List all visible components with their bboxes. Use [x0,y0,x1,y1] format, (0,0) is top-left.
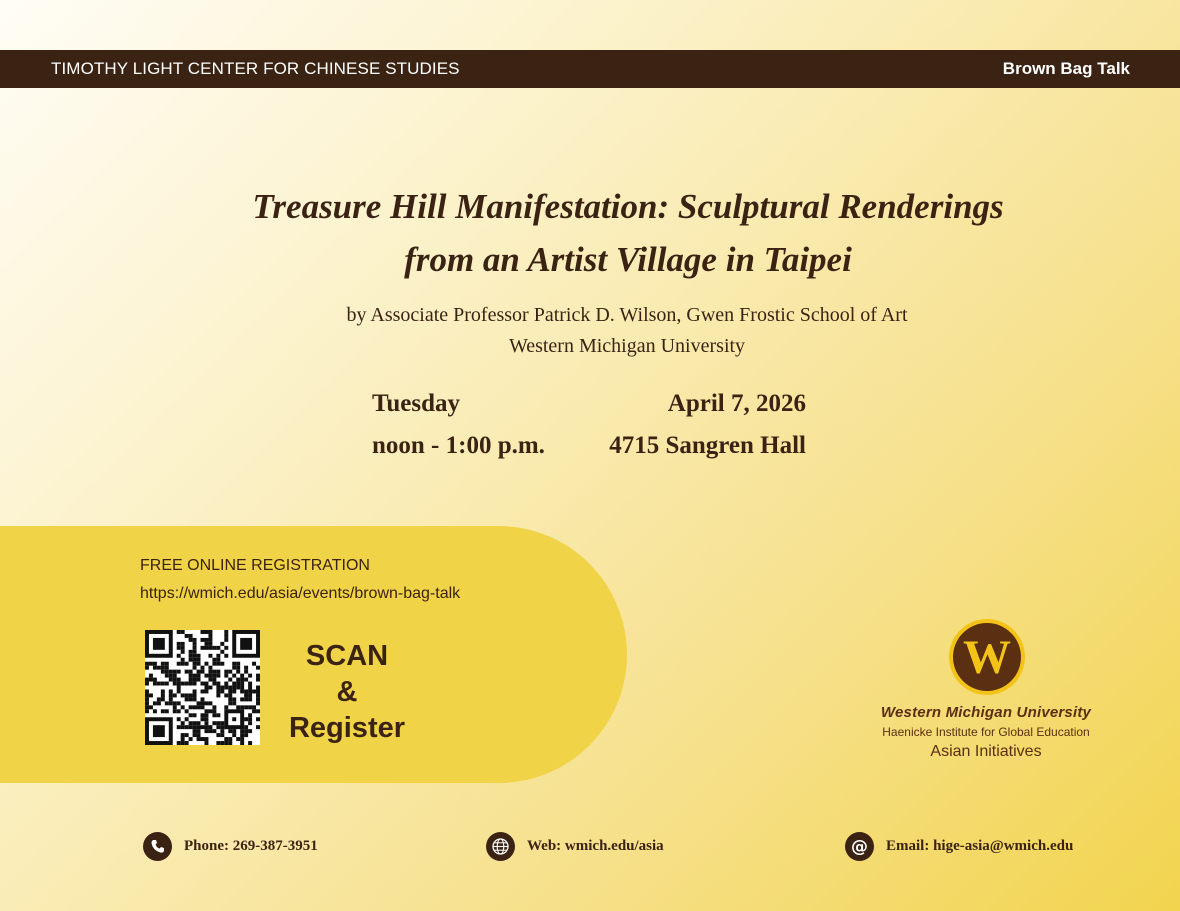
wmu-seal-logo [949,619,1025,695]
series-name: Brown Bag Talk [1002,59,1130,78]
university-wordmark: Western Michigan University [880,704,1092,721]
org-name: TIMOTHY LIGHT CENTER FOR CHINESE STUDIES [51,59,460,78]
phone-icon [143,832,172,861]
ampersand-label: & [336,676,358,708]
talk-title-line-1: Treasure Hill Manifestation: Sculptural Renderings [252,187,1004,226]
talk-title [0,180,1180,286]
unit-name: Asian Initiatives [930,743,1042,760]
talk-title-line-2: from an Artist Village in Taipei [404,240,852,279]
svg-text:@: @ [851,837,868,857]
institute-name: Haenicke Institute for Global Education [882,725,1090,739]
event-day: Tuesday [372,390,461,417]
scan-register-label [272,638,422,746]
web-text[interactable]: Web: wmich.edu/asia [527,838,664,854]
event-location: 4715 Sangren Hall [609,432,806,459]
speaker-affiliation: Western Michigan University [508,335,746,357]
event-time: noon - 1:00 p.m. [372,432,545,459]
scan-label: SCAN [305,640,389,672]
event-date: April 7, 2026 [667,390,806,417]
speaker-line: by Associate Professor Patrick D. Wilson, Gwen Frostic School of Art [346,304,908,326]
qr-code[interactable] [145,630,260,745]
register-label: Register [288,712,406,744]
registration-heading: FREE ONLINE REGISTRATION [140,557,370,574]
header-bar [0,50,1180,88]
at-sign-icon [845,832,874,861]
registration-link[interactable]: https://wmich.edu/asia/events/brown-bag-talk [140,585,461,602]
qr-code-graphic [145,630,260,745]
globe-icon [486,832,515,861]
speaker-byline [0,300,1180,362]
phone-text: Phone: 269-387-3951 [184,838,318,854]
email-text[interactable]: Email: hige-asia@wmich.edu [886,838,1074,854]
wmu-seal-letter: W [953,623,1021,691]
